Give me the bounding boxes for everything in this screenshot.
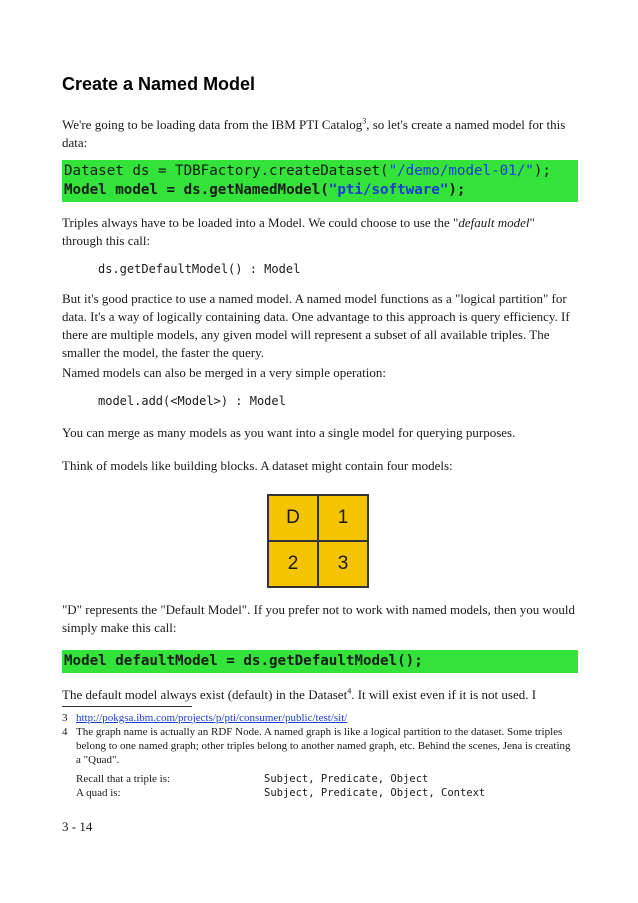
code-model-add: model.add(<Model>) : Model (98, 394, 286, 408)
default-exists-paragraph: The default model always exist (default) in the Dataset$^4$. It will exist even if it is not used. I (62, 686, 537, 702)
code-line-2: Model model = ds.getNamedModel("pti/software"); (64, 182, 466, 198)
good-practice-paragraph: But it's good practice to use a named model. A named model functions as a "logical partition" for data. It's a way of logically containing data. One advantage to this approach is query efficiency. If there are multiple models, any given model will represent a subset of all available triples. The smaller the model, the faster the query. (62, 291, 570, 360)
intro-paragraph: We're going to be loading data from the IBM PTI Catalog$^3$, so let's create a named model for this data: (62, 116, 566, 150)
footnote-ref-4[interactable]: 4 (347, 686, 352, 696)
code-block-default-model: Model defaultModel = ds.getDefaultModel(); (62, 650, 578, 673)
footnote-3-link[interactable]: http://pokgsa.ibm.com/projects/p/pti/consumer/public/test/sit/ (76, 712, 348, 724)
section-title: Create a Named Model (62, 74, 256, 94)
footnote-4: 4 The graph name is actually an RDF Node. A named graph is like a logical partition to the dataset. Some triples belong to one named graph; other triples belong to another named graph, etc. Behind the scenes, Jena is creating a "Quad". (62, 726, 571, 766)
code-block-create-dataset (62, 160, 578, 202)
page-number: 3 - 14 (62, 819, 93, 834)
triple-definition: Recall that a triple is: Subject, Predicate, Object (76, 773, 429, 785)
grid-cell-2: 2 (268, 541, 318, 587)
footnote-divider (62, 706, 192, 707)
grid-cell-default: D (268, 495, 318, 541)
footnote-ref-3[interactable]: 3 (362, 116, 367, 126)
merge-many-paragraph: You can merge as many models as you want into a single model for querying purposes. (62, 425, 516, 440)
models-grid (267, 494, 369, 588)
building-blocks-paragraph: Think of models like building blocks. A dataset might contain four models: (62, 458, 453, 473)
code-get-default-model: ds.getDefaultModel() : Model (98, 262, 301, 276)
default-model-paragraph: "D" represents the "Default Model". If you prefer not to work with named models, then you would simply make this call: (62, 602, 575, 635)
code-line-1: Dataset ds = TDBFactory.createDataset("/demo/model-01/"); (64, 163, 551, 179)
footnote-3: 3 http://pokgsa.ibm.com/projects/p/pti/consumer/public/test/sit/ (62, 712, 348, 724)
quad-definition: A quad is: Subject, Predicate, Object, Context (76, 787, 486, 799)
triples-paragraph: Triples always have to be loaded into a Model. We could choose to use the "default model" through this call: (62, 215, 535, 248)
grid-cell-3: 3 (318, 541, 368, 587)
merge-intro-paragraph: Named models can also be merged in a very simple operation: (62, 365, 386, 380)
grid-cell-1: 1 (318, 495, 368, 541)
